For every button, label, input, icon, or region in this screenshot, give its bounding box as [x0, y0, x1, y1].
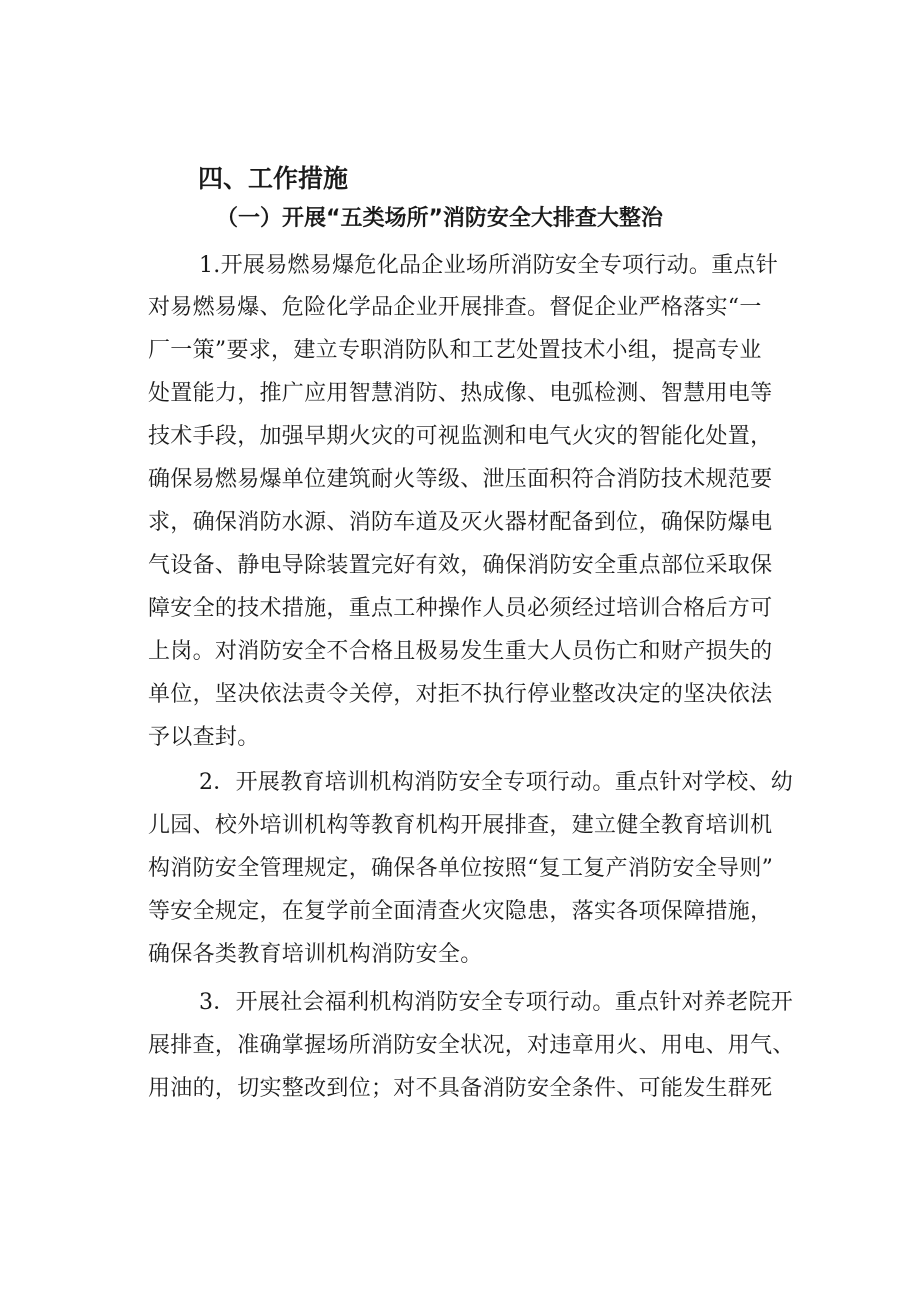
paragraph-1-line: 处置能力，推广应用智慧消防、热成像、电弧检测、智慧用电等	[148, 381, 773, 406]
paragraph-3-line: 3．开展社会福利机构消防安全专项行动。重点针对养老院开	[199, 990, 794, 1015]
section-subtitle: （一）开展“五类场所”消防安全大排查大整治	[216, 206, 663, 231]
paragraph-1-line: 气设备、静电导除装置完好有效，确保消防安全重点部位采取保	[148, 553, 773, 578]
paragraph-1-line: 单位，坚决依法责令关停，对拒不执行停业整改决定的坚决依法	[148, 682, 773, 707]
paragraph-1-line: 障安全的技术措施，重点工种操作人员必须经过培训合格后方可	[148, 596, 773, 621]
paragraph-2-line: 2．开展教育培训机构消防安全专项行动。重点针对学校、幼	[199, 770, 794, 795]
paragraph-1-line: 予以查封。	[148, 725, 260, 750]
paragraph-1-line: 1.开展易燃易爆危化品企业场所消防安全专项行动。重点针	[199, 253, 779, 278]
paragraph-1-line: 厂一策”要求，建立专职消防队和工艺处置技术小组，提高专业	[148, 338, 762, 363]
paragraph-2-line: 构消防安全管理规定，确保各单位按照“复工复产消防安全导则”	[148, 856, 774, 881]
paragraph-1-line: 确保易燃易爆单位建筑耐火等级、泄压面积符合消防技术规范要	[148, 467, 773, 492]
paragraph-2-line: 儿园、校外培训机构等教育机构开展排查，建立健全教育培训机	[148, 813, 773, 838]
paragraph-1-line: 上岗。对消防安全不合格且极易发生重大人员伤亡和财产损失的	[148, 639, 773, 664]
paragraph-2-line: 等安全规定，在复学前全面清查火灾隐患，落实各项保障措施，	[148, 899, 773, 924]
paragraph-1-line: 求，确保消防水源、消防车道及灭火器材配备到位，确保防爆电	[148, 510, 773, 535]
paragraph-3-line: 用油的，切实整改到位；对不具备消防安全条件、可能发生群死	[148, 1076, 773, 1101]
section-title: 四、工作措施	[198, 164, 349, 193]
paragraph-1-line: 技术手段，加强早期火灾的可视监测和电气火灾的智能化处置，	[148, 424, 773, 449]
paragraph-1-line: 对易燃易爆、危险化学品企业开展排查。督促企业严格落实“一	[148, 295, 762, 320]
paragraph-3-line: 展排查，准确掌握场所消防安全状况，对违章用火、用电、用气、	[148, 1033, 795, 1058]
paragraph-2-line: 确保各类教育培训机构消防安全。	[148, 942, 483, 967]
